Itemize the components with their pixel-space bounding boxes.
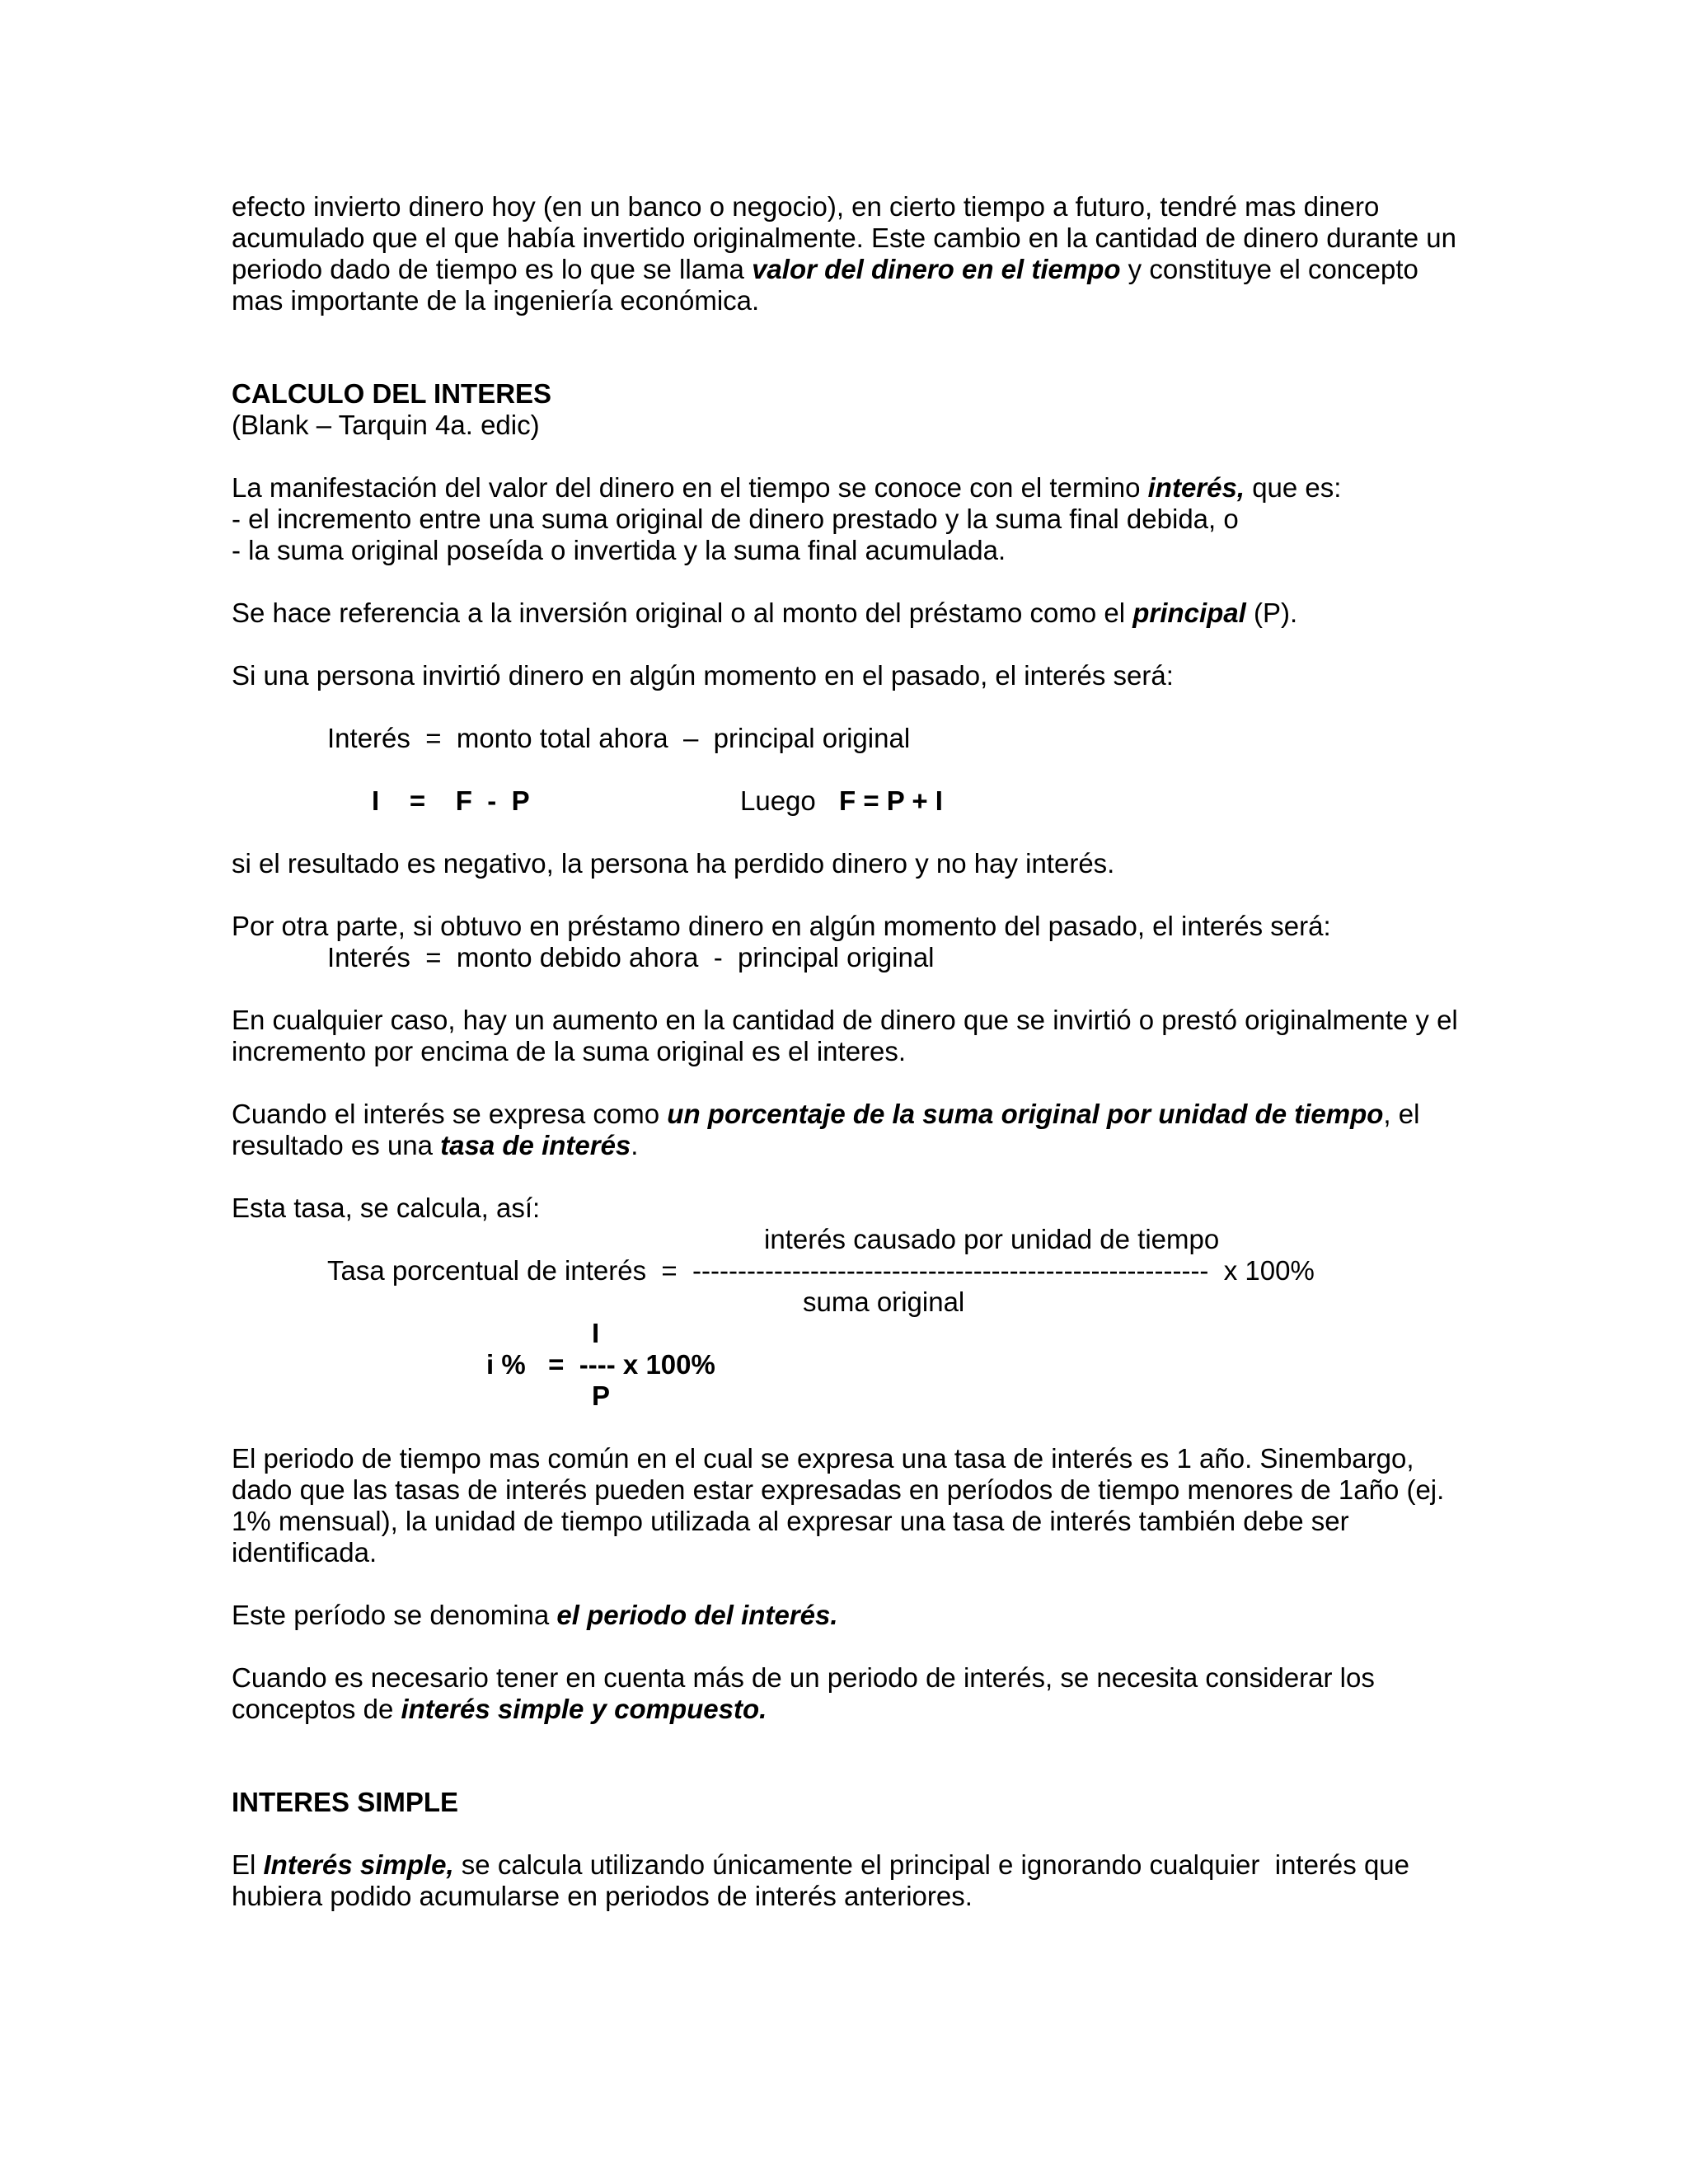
paragraph-line: mas importante de la ingeniería económica. <box>232 285 760 316</box>
paragraph-line: El Interés simple, se calcula utilizando únicamente el principal e ignorando cualquier interés que <box>232 1849 1410 1880</box>
emphasis: interés, <box>1147 472 1245 503</box>
emphasis: un porcentaje de la suma original por unidad de tiempo <box>667 1099 1384 1129</box>
equation: Interés = monto debido ahora - principal original <box>327 942 935 972</box>
paragraph-line: En cualquier caso, hay un aumento en la cantidad de dinero que se invirtió o prestó originalmente y el <box>232 1005 1458 1035</box>
emphasis: Interés simple, <box>263 1849 454 1880</box>
list-item: - el incremento entre una suma original de dinero prestado y la suma final debida, o <box>232 504 1239 534</box>
paragraph-line: hubiera podido acumularse en periodos de interés anteriores. <box>232 1881 973 1911</box>
paragraph-line: La manifestación del valor del dinero en el tiempo se conoce con el termino interés, que es: <box>232 472 1342 503</box>
paragraph-line: acumulado que el que había invertido originalmente. Este cambio en la cantidad de dinero durante un <box>232 223 1456 253</box>
equation-interest: I = F - P <box>372 785 530 816</box>
paragraph-line: incremento por encima de la suma original es el interes. <box>232 1036 907 1066</box>
emphasis: principal <box>1132 598 1246 628</box>
list-item: - la suma original poseída o invertida y la suma final acumulada. <box>232 535 1006 565</box>
paragraph-line: Si una persona invirtió dinero en algún momento en el pasado, el interés será: <box>232 660 1174 691</box>
equation: Interés = monto total ahora – principal original <box>327 723 911 753</box>
emphasis: tasa de interés <box>440 1130 631 1160</box>
equation-future-value: F = P + I <box>839 785 943 816</box>
paragraph-line: resultado es una tasa de interés. <box>232 1130 639 1160</box>
emphasis: el periodo del interés. <box>556 1600 838 1630</box>
paragraph-line: conceptos de interés simple y compuesto. <box>232 1694 767 1724</box>
paragraph-line: Por otra parte, si obtuvo en préstamo dinero en algún momento del pasado, el interés será: <box>232 911 1331 941</box>
fraction-line: Tasa porcentual de interés = --------------------------------------------------------- x 100% <box>327 1255 1315 1286</box>
paragraph-line: dado que las tasas de interés pueden estar expresadas en períodos de tiempo menores de 1año (ej. <box>232 1474 1445 1505</box>
formula-line: i % = ---- x 100% <box>486 1349 715 1380</box>
reference-note: (Blank – Tarquin 4a. edic) <box>232 410 540 440</box>
fraction-numerator: interés causado por unidad de tiempo <box>764 1224 1220 1254</box>
formula-bar: ---- <box>579 1349 616 1380</box>
emphasis: valor del dinero en el tiempo <box>752 254 1121 284</box>
paragraph-line: Cuando es necesario tener en cuenta más de un periodo de interés, se necesita considerar los <box>232 1662 1375 1693</box>
paragraph-line: Se hace referencia a la inversión original o al monto del préstamo como el principal (P). <box>232 598 1298 628</box>
emphasis: interés simple y compuesto. <box>401 1694 767 1724</box>
equation-label: Luego <box>740 785 816 816</box>
fraction-bar: --------------------------------------------------------- <box>692 1255 1209 1286</box>
paragraph-line: El periodo de tiempo mas común en el cual se expresa una tasa de interés es 1 año. Sinembargo, <box>232 1443 1414 1474</box>
paragraph-line: periodo dado de tiempo es lo que se llama valor del dinero en el tiempo y constituye el concepto <box>232 254 1418 284</box>
paragraph-line: efecto invierto dinero hoy (en un banco o negocio), en cierto tiempo a futuro, tendré mas dinero <box>232 191 1380 222</box>
paragraph-line: si el resultado es negativo, la persona ha perdido dinero y no hay interés. <box>232 848 1115 879</box>
paragraph-line: identificada. <box>232 1537 377 1568</box>
paragraph-line: Este período se denomina el periodo del interés. <box>232 1600 838 1630</box>
formula-denominator: P <box>592 1380 611 1411</box>
section-heading: CALCULO DEL INTERES <box>232 378 552 409</box>
fraction-denominator: suma original <box>803 1286 965 1317</box>
formula-numerator: I <box>592 1318 600 1348</box>
paragraph-line: 1% mensual), la unidad de tiempo utilizada al expresar una tasa de interés también debe ser <box>232 1506 1349 1536</box>
section-heading: INTERES SIMPLE <box>232 1787 459 1817</box>
paragraph-line: Esta tasa, se calcula, así: <box>232 1193 541 1223</box>
paragraph-line: Cuando el interés se expresa como un porcentaje de la suma original por unidad de tiempo, el <box>232 1099 1420 1129</box>
